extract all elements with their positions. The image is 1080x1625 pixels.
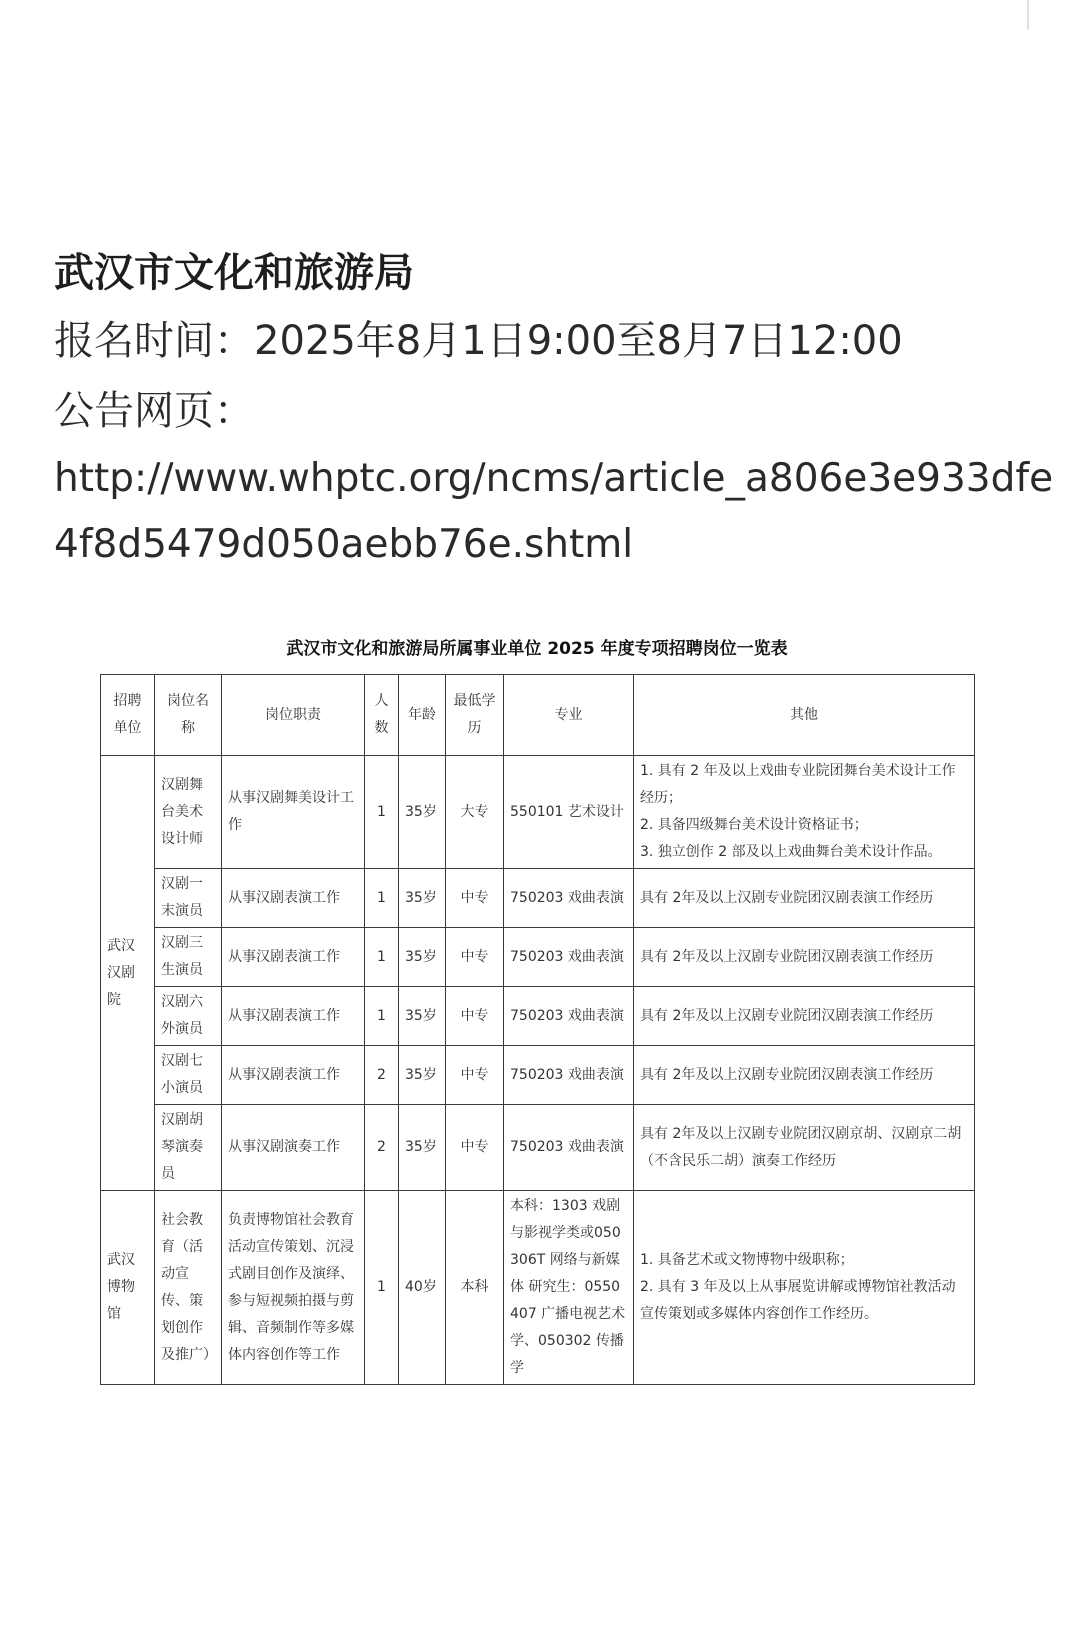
count-cell: 2 xyxy=(365,1046,399,1105)
requirement-line: 1. 具备艺术或文物博物中级职称； xyxy=(640,1252,854,1268)
duty-cell: 从事汉剧表演工作 xyxy=(222,869,365,928)
table-row xyxy=(101,1191,975,1385)
requirement-line: 2. 具有 3 年及以上从事展览讲解或博物馆社教活动宣传策划或多媒体内容创作工作经历。 xyxy=(640,1279,956,1322)
age-cell: 35岁 xyxy=(399,756,446,869)
header-major: 专业 xyxy=(504,675,634,756)
major-cell: 550101 艺术设计 xyxy=(504,756,634,869)
other-cell xyxy=(634,756,975,869)
duty-cell: 从事汉剧表演工作 xyxy=(222,1046,365,1105)
top-right-divider xyxy=(1027,0,1029,30)
other-cell xyxy=(634,987,975,1046)
edu-cell: 本科 xyxy=(446,1191,504,1385)
header-position: 岗位名称 xyxy=(155,675,222,756)
org-title: 武汉市文化和旅游局 xyxy=(54,250,414,296)
major-cell: 750203 戏曲表演 xyxy=(504,1105,634,1191)
table-header-row xyxy=(101,675,975,756)
unit-cell-museum: 武汉博物馆 xyxy=(101,1191,155,1385)
header-other: 其他 xyxy=(634,675,975,756)
requirement-line: 2. 具备四级舞台美术设计资格证书； xyxy=(640,817,868,833)
requirement-line: 具有 2年及以上汉剧专业院团汉剧表演工作经历 xyxy=(640,1066,934,1083)
header-unit: 招聘单位 xyxy=(101,675,155,756)
requirement-line: 3. 独立创作 2 部及以上戏曲舞台美术设计作品。 xyxy=(640,844,942,860)
major-cell: 750203 戏曲表演 xyxy=(504,869,634,928)
table-row xyxy=(101,869,975,928)
header-duty: 岗位职责 xyxy=(222,675,365,756)
table-row xyxy=(101,1105,975,1191)
other-cell xyxy=(634,1191,975,1385)
other-cell xyxy=(634,869,975,928)
age-cell: 40岁 xyxy=(399,1191,446,1385)
table-row xyxy=(101,756,975,869)
age-cell: 35岁 xyxy=(399,987,446,1046)
duty-cell: 从事汉剧舞美设计工作 xyxy=(222,756,365,869)
count-cell: 1 xyxy=(365,1191,399,1385)
duty-cell: 从事汉剧表演工作 xyxy=(222,928,365,987)
edu-cell: 中专 xyxy=(446,1046,504,1105)
requirement-line: 具有 2年及以上汉剧专业院团汉剧京胡、汉剧京二胡（不含民乐二胡）演奏工作经历 xyxy=(640,1125,962,1169)
count-cell: 1 xyxy=(365,987,399,1046)
count-cell: 2 xyxy=(365,1105,399,1191)
age-cell: 35岁 xyxy=(399,1046,446,1105)
duty-cell: 从事汉剧表演工作 xyxy=(222,987,365,1046)
major-cell: 本科：1303 戏剧与影视学类或050306T 网络与新媒体 研究生：0550407 广播电视艺术学、050302 传播学 xyxy=(504,1191,634,1385)
header-edu: 最低学历 xyxy=(446,675,504,756)
position-cell: 汉剧胡琴演奏员 xyxy=(155,1105,222,1191)
position-cell: 汉剧六外演员 xyxy=(155,987,222,1046)
major-cell: 750203 戏曲表演 xyxy=(504,987,634,1046)
requirement-line: 具有 2年及以上汉剧专业院团汉剧表演工作经历 xyxy=(640,948,934,965)
age-cell: 35岁 xyxy=(399,1105,446,1191)
table-row xyxy=(101,928,975,987)
edu-cell: 大专 xyxy=(446,756,504,869)
announcement-link[interactable]: http://www.whptc.org/ncms/article_a806e3e933dfe4f8d5479d050aebb76e.shtml xyxy=(54,456,1054,567)
position-cell: 汉剧一末演员 xyxy=(155,869,222,928)
unit-cell-opera: 武汉汉剧院 xyxy=(101,756,155,1191)
post-text xyxy=(54,240,1054,578)
position-cell: 汉剧三生演员 xyxy=(155,928,222,987)
duty-cell: 从事汉剧演奏工作 xyxy=(222,1105,365,1191)
major-cell: 750203 戏曲表演 xyxy=(504,1046,634,1105)
requirement-line: 1. 具有 2 年及以上戏曲专业院团舞台美术设计工作经历； xyxy=(640,763,956,806)
duty-cell: 负责博物馆社会教育活动宣传策划、沉浸式剧目创作及演绎、参与短视频拍摄与剪辑、音频制作等多媒体内容创作等工作 xyxy=(222,1191,365,1385)
age-cell: 35岁 xyxy=(399,869,446,928)
position-cell: 社会教育（活动宣传、策划创作及推广） xyxy=(155,1191,222,1385)
url-label: 公告网页： xyxy=(54,388,254,434)
major-cell: 750203 戏曲表演 xyxy=(504,928,634,987)
position-cell: 汉剧舞台美术设计师 xyxy=(155,756,222,869)
position-cell: 汉剧七小演员 xyxy=(155,1046,222,1105)
registration-time: 报名时间：2025年8月1日9:00至8月7日12:00 xyxy=(54,318,903,364)
count-cell: 1 xyxy=(365,869,399,928)
header-age: 年龄 xyxy=(399,675,446,756)
job-table-image xyxy=(100,634,974,1385)
other-cell xyxy=(634,1046,975,1105)
edu-cell: 中专 xyxy=(446,869,504,928)
edu-cell: 中专 xyxy=(446,928,504,987)
header-count: 人数 xyxy=(365,675,399,756)
age-cell: 35岁 xyxy=(399,928,446,987)
job-table xyxy=(100,674,975,1385)
count-cell: 1 xyxy=(365,756,399,869)
requirement-line: 具有 2年及以上汉剧专业院团汉剧表演工作经历 xyxy=(640,889,934,906)
requirement-line: 具有 2年及以上汉剧专业院团汉剧表演工作经历 xyxy=(640,1007,934,1024)
table-row xyxy=(101,1046,975,1105)
edu-cell: 中专 xyxy=(446,987,504,1046)
other-cell xyxy=(634,928,975,987)
edu-cell: 中专 xyxy=(446,1105,504,1191)
table-row xyxy=(101,987,975,1046)
table-title: 武汉市文化和旅游局所属事业单位 2025 年度专项招聘岗位一览表 xyxy=(286,639,788,659)
other-cell xyxy=(634,1105,975,1191)
count-cell: 1 xyxy=(365,928,399,987)
